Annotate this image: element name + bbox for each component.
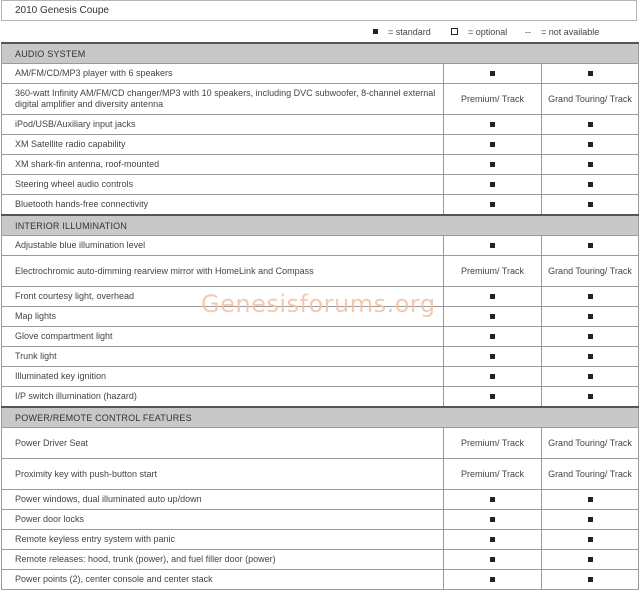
table-row xyxy=(2,327,639,347)
table-row xyxy=(2,115,639,135)
standard-square-icon xyxy=(588,162,593,167)
standard-square-icon xyxy=(490,577,495,582)
feature-name: XM Satellite radio capability xyxy=(2,135,444,155)
feature-name: Power windows, dual illuminated auto up/down xyxy=(2,490,444,510)
standard-square-icon xyxy=(588,243,593,248)
standard-square-icon xyxy=(588,202,593,207)
availability-cell xyxy=(542,347,639,367)
availability-cell xyxy=(444,367,542,387)
availability-cell xyxy=(444,327,542,347)
legend-not-available xyxy=(525,21,599,43)
section-header xyxy=(2,215,639,236)
legend-optional xyxy=(451,21,507,43)
standard-square-icon xyxy=(490,162,495,167)
availability-cell xyxy=(542,327,639,347)
standard-square-icon xyxy=(588,334,593,339)
feature-name: Bluetooth hands-free connectivity xyxy=(2,195,444,216)
standard-square-icon xyxy=(490,517,495,522)
table-row xyxy=(2,387,639,408)
standard-square-icon xyxy=(588,577,593,582)
availability-cell xyxy=(542,510,639,530)
availability-cell xyxy=(542,570,639,590)
standard-square-icon xyxy=(490,374,495,379)
availability-cell xyxy=(542,530,639,550)
section-header xyxy=(2,407,639,428)
table-row xyxy=(2,347,639,367)
feature-name: Proximity key with push-button start xyxy=(2,459,444,490)
standard-square-icon xyxy=(588,537,593,542)
feature-name: Map lights xyxy=(2,307,444,327)
availability-cell xyxy=(444,64,542,84)
standard-square-icon xyxy=(490,354,495,359)
section-title: AUDIO SYSTEM xyxy=(2,43,639,64)
standard-square-icon xyxy=(490,71,495,76)
table-row xyxy=(2,64,639,84)
availability-cell: Grand Touring/ Track xyxy=(542,459,639,490)
availability-cell xyxy=(542,175,639,195)
availability-cell xyxy=(444,195,542,216)
availability-cell xyxy=(444,115,542,135)
table-row xyxy=(2,459,639,490)
standard-square-icon xyxy=(490,294,495,299)
spec-sheet xyxy=(1,0,638,609)
standard-square-icon xyxy=(490,202,495,207)
feature-name: Power points (2), center console and center stack xyxy=(2,570,444,590)
section-title: POWER/REMOTE CONTROL FEATURES xyxy=(2,407,639,428)
table-row xyxy=(2,530,639,550)
legend-optional-label: = optional xyxy=(468,27,508,37)
table-row xyxy=(2,287,639,307)
availability-cell xyxy=(444,570,542,590)
feature-name: 360-watt Infinity AM/FM/CD changer/MP3 with 10 speakers, including DVC subwoofer, 8-channel external digital amplifier and diversity antenna xyxy=(2,84,444,115)
feature-name: AM/FM/CD/MP3 player with 6 speakers xyxy=(2,64,444,84)
table-row xyxy=(2,367,639,387)
availability-cell xyxy=(444,135,542,155)
standard-square-icon xyxy=(490,537,495,542)
feature-name: Trunk light xyxy=(2,347,444,367)
feature-name: XM shark-fin antenna, roof-mounted xyxy=(2,155,444,175)
table-row xyxy=(2,490,639,510)
section-header xyxy=(2,43,639,64)
feature-name: Remote releases: hood, trunk (power), and fuel filler door (power) xyxy=(2,550,444,570)
standard-square-icon xyxy=(588,142,593,147)
standard-square-icon xyxy=(490,243,495,248)
feature-table xyxy=(1,42,639,590)
standard-square-icon xyxy=(490,497,495,502)
availability-cell xyxy=(444,155,542,175)
standard-square-icon xyxy=(490,314,495,319)
standard-square-icon xyxy=(588,394,593,399)
table-row xyxy=(2,256,639,287)
filled-square-icon xyxy=(373,29,378,34)
standard-square-icon xyxy=(588,354,593,359)
standard-square-icon xyxy=(490,122,495,127)
standard-square-icon xyxy=(588,517,593,522)
table-row xyxy=(2,195,639,216)
feature-name: Steering wheel audio controls xyxy=(2,175,444,195)
legend-standard xyxy=(373,21,431,43)
empty-square-icon xyxy=(451,28,458,35)
standard-square-icon xyxy=(588,557,593,562)
standard-square-icon xyxy=(588,294,593,299)
feature-name: Remote keyless entry system with panic xyxy=(2,530,444,550)
availability-cell xyxy=(542,135,639,155)
watermark: Genesisforums.org xyxy=(201,290,436,318)
standard-square-icon xyxy=(588,497,593,502)
standard-square-icon xyxy=(588,122,593,127)
standard-square-icon xyxy=(490,182,495,187)
feature-name: Illuminated key ignition xyxy=(2,367,444,387)
table-row xyxy=(2,428,639,459)
document-title: 2010 Genesis Coupe xyxy=(1,0,637,21)
availability-cell xyxy=(444,236,542,256)
availability-cell: Grand Touring/ Track xyxy=(542,428,639,459)
availability-cell xyxy=(444,387,542,408)
feature-name: Front courtesy light, overhead xyxy=(2,287,444,307)
standard-square-icon xyxy=(490,334,495,339)
availability-cell xyxy=(542,236,639,256)
table-row xyxy=(2,155,639,175)
table-row xyxy=(2,570,639,590)
availability-cell xyxy=(444,175,542,195)
feature-name: Power door locks xyxy=(2,510,444,530)
feature-name: Glove compartment light xyxy=(2,327,444,347)
feature-name: iPod/USB/Auxiliary input jacks xyxy=(2,115,444,135)
standard-square-icon xyxy=(490,142,495,147)
availability-cell xyxy=(444,287,542,307)
availability-cell xyxy=(444,347,542,367)
availability-cell xyxy=(542,387,639,408)
table-row xyxy=(2,236,639,256)
legend-na-label: = not available xyxy=(541,27,600,37)
standard-square-icon xyxy=(588,314,593,319)
legend-na-symbol: -- xyxy=(525,27,531,37)
standard-square-icon xyxy=(588,182,593,187)
availability-cell xyxy=(444,550,542,570)
availability-cell: Premium/ Track xyxy=(444,84,542,115)
standard-square-icon xyxy=(490,394,495,399)
availability-cell: Grand Touring/ Track xyxy=(542,256,639,287)
availability-cell: Premium/ Track xyxy=(444,459,542,490)
availability-cell: Premium/ Track xyxy=(444,256,542,287)
standard-square-icon xyxy=(490,557,495,562)
availability-cell xyxy=(542,490,639,510)
availability-cell xyxy=(542,195,639,216)
table-row xyxy=(2,84,639,115)
feature-name: Adjustable blue illumination level xyxy=(2,236,444,256)
availability-cell xyxy=(542,155,639,175)
availability-cell xyxy=(542,307,639,327)
legend xyxy=(1,21,637,42)
availability-cell xyxy=(542,115,639,135)
availability-cell xyxy=(444,490,542,510)
table-row xyxy=(2,135,639,155)
availability-cell: Premium/ Track xyxy=(444,428,542,459)
feature-name: I/P switch illumination (hazard) xyxy=(2,387,444,408)
availability-cell xyxy=(542,550,639,570)
standard-square-icon xyxy=(588,71,593,76)
availability-cell xyxy=(444,307,542,327)
section-title: INTERIOR ILLUMINATION xyxy=(2,215,639,236)
table-row xyxy=(2,175,639,195)
table-row xyxy=(2,307,639,327)
feature-name: Electrochromic auto-dimming rearview mirror with HomeLink and Compass xyxy=(2,256,444,287)
availability-cell xyxy=(542,64,639,84)
availability-cell xyxy=(444,510,542,530)
availability-cell: Grand Touring/ Track xyxy=(542,84,639,115)
table-row xyxy=(2,550,639,570)
availability-cell xyxy=(542,287,639,307)
table-row xyxy=(2,510,639,530)
standard-square-icon xyxy=(588,374,593,379)
availability-cell xyxy=(542,367,639,387)
feature-name: Power Driver Seat xyxy=(2,428,444,459)
legend-standard-label: = standard xyxy=(388,27,431,37)
availability-cell xyxy=(444,530,542,550)
